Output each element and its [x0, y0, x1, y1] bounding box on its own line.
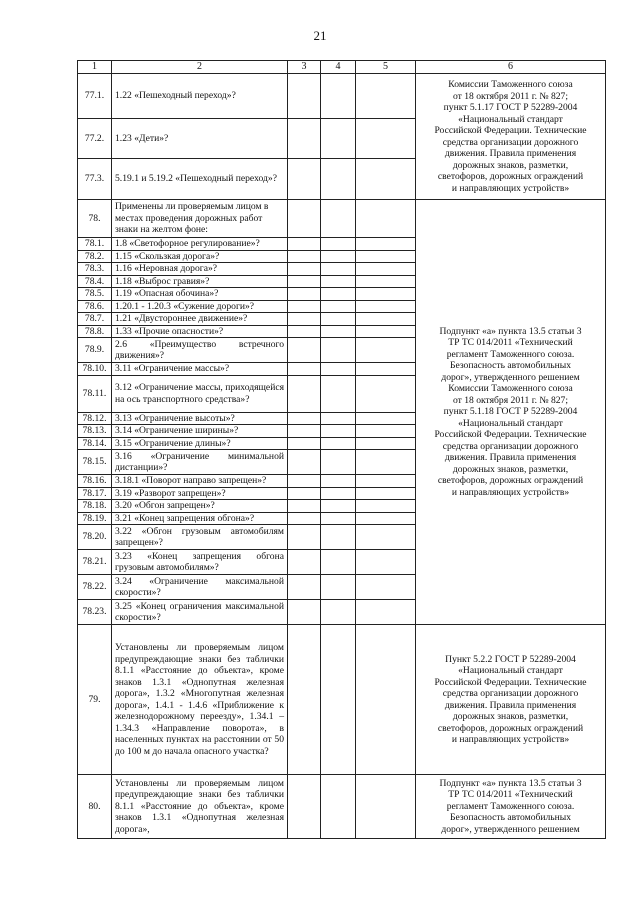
requirement-text: 2.6 «Преимущество встречного движения»?: [112, 338, 288, 363]
requirement-text: 3.11 «Ограничение массы»?: [112, 363, 288, 376]
answer-no-cell: [321, 412, 356, 425]
row-number: 78.13.: [78, 425, 112, 438]
requirement-text: 3.14 «Ограничение ширины»?: [112, 425, 288, 438]
answer-na-cell: [356, 275, 416, 288]
answer-yes-cell: [288, 512, 321, 525]
row-number: 78.8.: [78, 325, 112, 338]
answer-yes-cell: [288, 300, 321, 313]
row-number: 78.21.: [78, 550, 112, 575]
requirement-text: 3.20 «Обгон запрещен»?: [112, 500, 288, 513]
answer-na-cell: [356, 775, 416, 839]
requirement-text: 1.23 «Дети»?: [112, 119, 288, 159]
requirement-text: Применены ли проверяемым лицом в местах проведения дорожных работ знаки на желтом фоне:: [112, 200, 288, 238]
answer-na-cell: [356, 575, 416, 600]
row-number: 78.23.: [78, 600, 112, 625]
row-number: 79.: [78, 625, 112, 775]
answer-yes-cell: [288, 412, 321, 425]
row-number: 78.4.: [78, 275, 112, 288]
answer-no-cell: [321, 119, 356, 159]
answer-no-cell: [321, 600, 356, 625]
requirement-text: 3.21 «Конец запрещения обгона»?: [112, 512, 288, 525]
requirement-text: 5.19.1 и 5.19.2 «Пешеходный переход»?: [112, 159, 288, 200]
answer-na-cell: [356, 363, 416, 376]
header-col-2: 2: [112, 61, 288, 74]
answer-yes-cell: [288, 425, 321, 438]
requirement-text: Установлены ли проверяемым лицом предупреждающие знаки без таблички 8.1.1 «Расстояние до объекта», кроме знаков 1.3.1 «Однопутная железная дорога»,: [112, 775, 288, 839]
answer-no-cell: [321, 159, 356, 200]
requirement-text: 1.33 «Прочие опасности»?: [112, 325, 288, 338]
answer-yes-cell: [288, 275, 321, 288]
requirement-text: 3.12 «Ограничение массы, приходящейся на ось транспортного средства»?: [112, 375, 288, 412]
answer-yes-cell: [288, 288, 321, 301]
requirement-text: 3.24 «Ограничение максимальной скорости»?: [112, 575, 288, 600]
answer-yes-cell: [288, 450, 321, 475]
table-row: [78, 74, 606, 119]
requirement-text: 1.21 «Двустороннее движение»?: [112, 313, 288, 326]
answer-yes-cell: [288, 250, 321, 263]
answer-no-cell: [321, 450, 356, 475]
row-number: 78.16.: [78, 475, 112, 488]
answer-no-cell: [321, 437, 356, 450]
answer-na-cell: [356, 250, 416, 263]
answer-yes-cell: [288, 600, 321, 625]
answer-no-cell: [321, 74, 356, 119]
answer-no-cell: [321, 625, 356, 775]
answer-na-cell: [356, 338, 416, 363]
row-number: 78.14.: [78, 437, 112, 450]
row-number: 78.1.: [78, 238, 112, 251]
answer-na-cell: [356, 300, 416, 313]
row-number: 77.2.: [78, 119, 112, 159]
answer-na-cell: [356, 525, 416, 550]
answer-no-cell: [321, 300, 356, 313]
answer-no-cell: [321, 512, 356, 525]
legal-reference: Подпункт «а» пункта 13.5 статьи 3 ТР ТС 014/2011 «Технический регламент Таможенного союза. Безопасность автомобильных дорог», утвержденного решением: [416, 775, 606, 839]
answer-no-cell: [321, 575, 356, 600]
answer-na-cell: [356, 288, 416, 301]
requirement-text: 3.18.1 «Поворот направо запрещен»?: [112, 475, 288, 488]
header-col-4: 4: [321, 61, 356, 74]
answer-yes-cell: [288, 550, 321, 575]
answer-no-cell: [321, 475, 356, 488]
answer-na-cell: [356, 375, 416, 412]
answer-yes-cell: [288, 313, 321, 326]
row-number: 80.: [78, 775, 112, 839]
answer-no-cell: [321, 500, 356, 513]
row-number: 78.18.: [78, 500, 112, 513]
answer-yes-cell: [288, 200, 321, 238]
answer-yes-cell: [288, 119, 321, 159]
answer-yes-cell: [288, 238, 321, 251]
answer-na-cell: [356, 437, 416, 450]
answer-na-cell: [356, 625, 416, 775]
row-number: 78.15.: [78, 450, 112, 475]
row-number: 78.9.: [78, 338, 112, 363]
answer-yes-cell: [288, 437, 321, 450]
requirement-text: 3.25 «Конец ограничения максимальной скорости»?: [112, 600, 288, 625]
answer-na-cell: [356, 487, 416, 500]
requirement-text: 3.13 «Ограничение высоты»?: [112, 412, 288, 425]
legal-reference: Комиссии Таможенного союза от 18 октября 2011 г. № 827; пункт 5.1.17 ГОСТ Р 52289-2004 «Национальный стандарт Российской Федерации. Технические средства организации дорожного движения. Правила применения дорожных знаков, разметки, светофоров, дорожных ограждений и направляющих устройств»: [416, 74, 606, 200]
answer-na-cell: [356, 325, 416, 338]
answer-no-cell: [321, 375, 356, 412]
header-col-3: 3: [288, 61, 321, 74]
row-number: 78.20.: [78, 525, 112, 550]
answer-no-cell: [321, 525, 356, 550]
answer-na-cell: [356, 263, 416, 276]
answer-yes-cell: [288, 475, 321, 488]
legal-reference: Подпункт «а» пункта 13.5 статьи 3 ТР ТС 014/2011 «Технический регламент Таможенного союза. Безопасность автомобильных дорог», утвержденного решением Комиссии Таможенного союза от 18 октября 2011 г. № 827; пункт 5.1.18 ГОСТ Р 52289-2004 «Национальный стандарт Российской Федерации. Технические средства организации дорожного движения. Правила применения дорожных знаков, разметки, светофоров, дорожных ограждений и направляющих устройств»: [416, 200, 606, 625]
requirement-text: 3.22 «Обгон грузовым автомобилям запрещен»?: [112, 525, 288, 550]
requirement-text: 1.15 «Скользкая дорога»?: [112, 250, 288, 263]
answer-yes-cell: [288, 263, 321, 276]
row-number: 78.11.: [78, 375, 112, 412]
requirement-text: 1.22 «Пешеходный переход»?: [112, 74, 288, 119]
requirement-text: 1.19 «Опасная обочина»?: [112, 288, 288, 301]
table-row: [78, 200, 606, 238]
answer-na-cell: [356, 200, 416, 238]
answer-na-cell: [356, 119, 416, 159]
row-number: 78.5.: [78, 288, 112, 301]
answer-yes-cell: [288, 159, 321, 200]
answer-no-cell: [321, 550, 356, 575]
row-number: 78.19.: [78, 512, 112, 525]
row-number: 78.: [78, 200, 112, 238]
answer-na-cell: [356, 512, 416, 525]
checklist-table: [77, 60, 606, 839]
row-number: 77.1.: [78, 74, 112, 119]
answer-na-cell: [356, 74, 416, 119]
answer-no-cell: [321, 313, 356, 326]
table-row: [78, 775, 606, 839]
answer-yes-cell: [288, 487, 321, 500]
answer-na-cell: [356, 475, 416, 488]
answer-no-cell: [321, 200, 356, 238]
legal-reference: Пункт 5.2.2 ГОСТ Р 52289-2004 «Национальный стандарт Российской Федерации. Технические средства организации дорожного движения. Правила применения дорожных знаков, разметки, светофоров, дорожных ограждений и направляющих устройств»: [416, 625, 606, 775]
row-number: 78.7.: [78, 313, 112, 326]
answer-no-cell: [321, 363, 356, 376]
answer-yes-cell: [288, 500, 321, 513]
answer-yes-cell: [288, 575, 321, 600]
table-row: [78, 625, 606, 775]
answer-no-cell: [321, 288, 356, 301]
row-number: 78.3.: [78, 263, 112, 276]
answer-no-cell: [321, 263, 356, 276]
row-number: 78.22.: [78, 575, 112, 600]
row-number: 78.2.: [78, 250, 112, 263]
answer-no-cell: [321, 275, 356, 288]
answer-yes-cell: [288, 625, 321, 775]
requirement-text: 1.18 «Выброс гравия»?: [112, 275, 288, 288]
header-col-1: 1: [78, 61, 112, 74]
answer-na-cell: [356, 600, 416, 625]
requirement-text: 1.8 «Светофорное регулирование»?: [112, 238, 288, 251]
requirement-text: 1.20.1 - 1.20.3 «Сужение дороги»?: [112, 300, 288, 313]
answer-na-cell: [356, 238, 416, 251]
answer-na-cell: [356, 159, 416, 200]
answer-yes-cell: [288, 74, 321, 119]
requirement-text: 3.23 «Конец запрещения обгона грузовым автомобилям»?: [112, 550, 288, 575]
row-number: 78.10.: [78, 363, 112, 376]
answer-no-cell: [321, 338, 356, 363]
answer-na-cell: [356, 425, 416, 438]
table-header: [78, 61, 606, 74]
requirement-text: 3.15 «Ограничение длины»?: [112, 437, 288, 450]
answer-na-cell: [356, 550, 416, 575]
row-number: 78.12.: [78, 412, 112, 425]
row-number: 78.17.: [78, 487, 112, 500]
answer-na-cell: [356, 412, 416, 425]
answer-yes-cell: [288, 363, 321, 376]
answer-no-cell: [321, 487, 356, 500]
header-col-6: 6: [416, 61, 606, 74]
header-col-5: 5: [356, 61, 416, 74]
page-number: 21: [313, 28, 327, 43]
answer-no-cell: [321, 250, 356, 263]
answer-yes-cell: [288, 525, 321, 550]
requirement-text: 1.16 «Неровная дорога»?: [112, 263, 288, 276]
requirement-text: Установлены ли проверяемым лицом предупреждающие знаки без таблички 8.1.1 «Расстояние до объекта», кроме знаков 1.3.1 «Однопутная железная дорога», 1.3.2 «Многопутная железная дорога», 1.4.1 - 1.4.6 «Приближение к железнодорожному переезду», 1.34.1 – 1.34.3 «Направление поворота», в населенных пунктах на расстоянии от 50 до 100 м до начала опасного участка?: [112, 625, 288, 775]
requirement-text: 3.19 «Разворот запрещен»?: [112, 487, 288, 500]
answer-no-cell: [321, 425, 356, 438]
answer-yes-cell: [288, 375, 321, 412]
row-number: 78.6.: [78, 300, 112, 313]
answer-yes-cell: [288, 325, 321, 338]
answer-na-cell: [356, 313, 416, 326]
answer-na-cell: [356, 500, 416, 513]
answer-yes-cell: [288, 338, 321, 363]
answer-no-cell: [321, 238, 356, 251]
answer-na-cell: [356, 450, 416, 475]
row-number: 77.3.: [78, 159, 112, 200]
answer-no-cell: [321, 325, 356, 338]
answer-yes-cell: [288, 775, 321, 839]
answer-no-cell: [321, 775, 356, 839]
requirement-text: 3.16 «Ограничение минимальной дистанции»?: [112, 450, 288, 475]
